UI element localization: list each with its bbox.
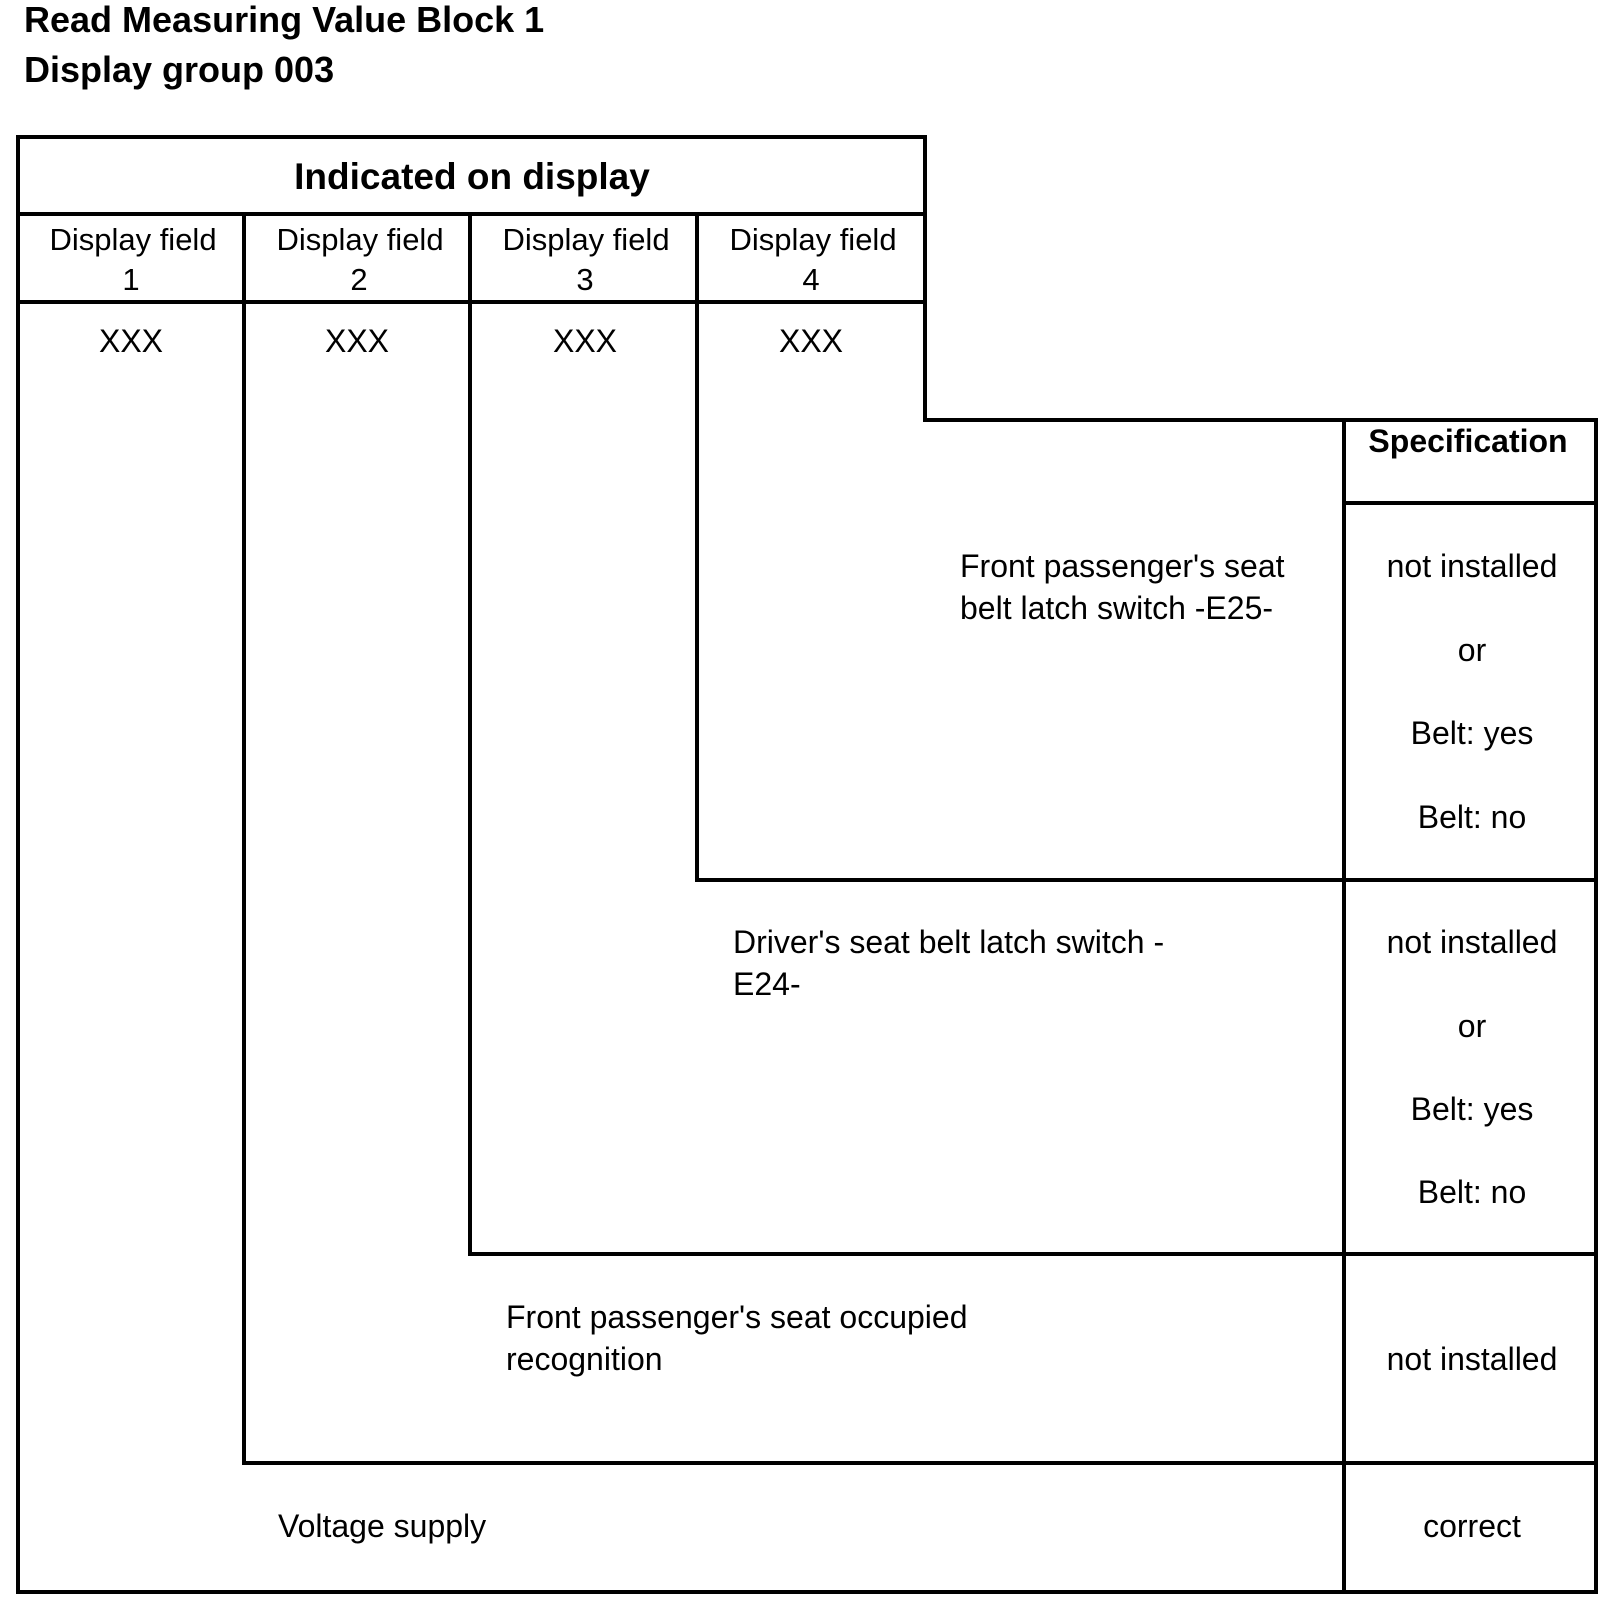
row-1-description-line-1: Voltage supply [278, 1508, 487, 1544]
display-field-1-label: Display field [49, 222, 217, 257]
row-display-field-4 [960, 548, 1557, 835]
row-4-description-line-1: Front passenger's seat [960, 548, 1285, 584]
row-4-spec-4: Belt: no [1417, 799, 1527, 835]
title-display-group: Display group 003 [24, 49, 335, 90]
row-2-description-line-1: Front passenger's seat occupied [506, 1299, 968, 1335]
display-field-2-number: 2 [350, 262, 368, 297]
row-display-field-1 [278, 1508, 1521, 1544]
row-3-description-line-2: E24- [733, 966, 801, 1002]
row-4-spec-2: or [1457, 632, 1487, 668]
display-field-3-number: 3 [576, 262, 594, 297]
display-field-4-label: Display field [729, 222, 897, 257]
display-field-4-value: XXX [778, 323, 844, 359]
display-field-2-label: Display field [276, 222, 444, 257]
row-display-field-3 [733, 924, 1557, 1210]
row-3-spec-1: not installed [1386, 924, 1558, 960]
display-field-headers [49, 222, 896, 297]
display-field-4-number: 4 [802, 262, 820, 297]
display-field-1-value: XXX [98, 323, 164, 359]
indicated-on-display-header: Indicated on display [294, 156, 650, 197]
display-field-1-number: 1 [122, 262, 140, 297]
title-block: Read Measuring Value Block 1 [24, 0, 545, 40]
row-3-spec-3: Belt: yes [1410, 1091, 1534, 1127]
specification-header: Specification [1368, 423, 1568, 459]
row-3-description-line-1: Driver's seat belt latch switch - [733, 924, 1165, 960]
display-field-3-value: XXX [552, 323, 618, 359]
display-field-3-label: Display field [502, 222, 670, 257]
row-2-spec-1: not installed [1386, 1341, 1558, 1377]
row-2-description-line-2: recognition [506, 1341, 663, 1377]
row-1-spec-1: correct [1423, 1508, 1521, 1544]
row-3-spec-2: or [1457, 1008, 1487, 1044]
row-display-field-2 [506, 1299, 1557, 1377]
row-3-spec-4: Belt: no [1417, 1174, 1527, 1210]
row-4-spec-1: not installed [1386, 548, 1558, 584]
row-4-spec-3: Belt: yes [1410, 715, 1534, 751]
display-field-2-value: XXX [324, 323, 390, 359]
row-4-description-line-2: belt latch switch -E25- [960, 590, 1274, 626]
